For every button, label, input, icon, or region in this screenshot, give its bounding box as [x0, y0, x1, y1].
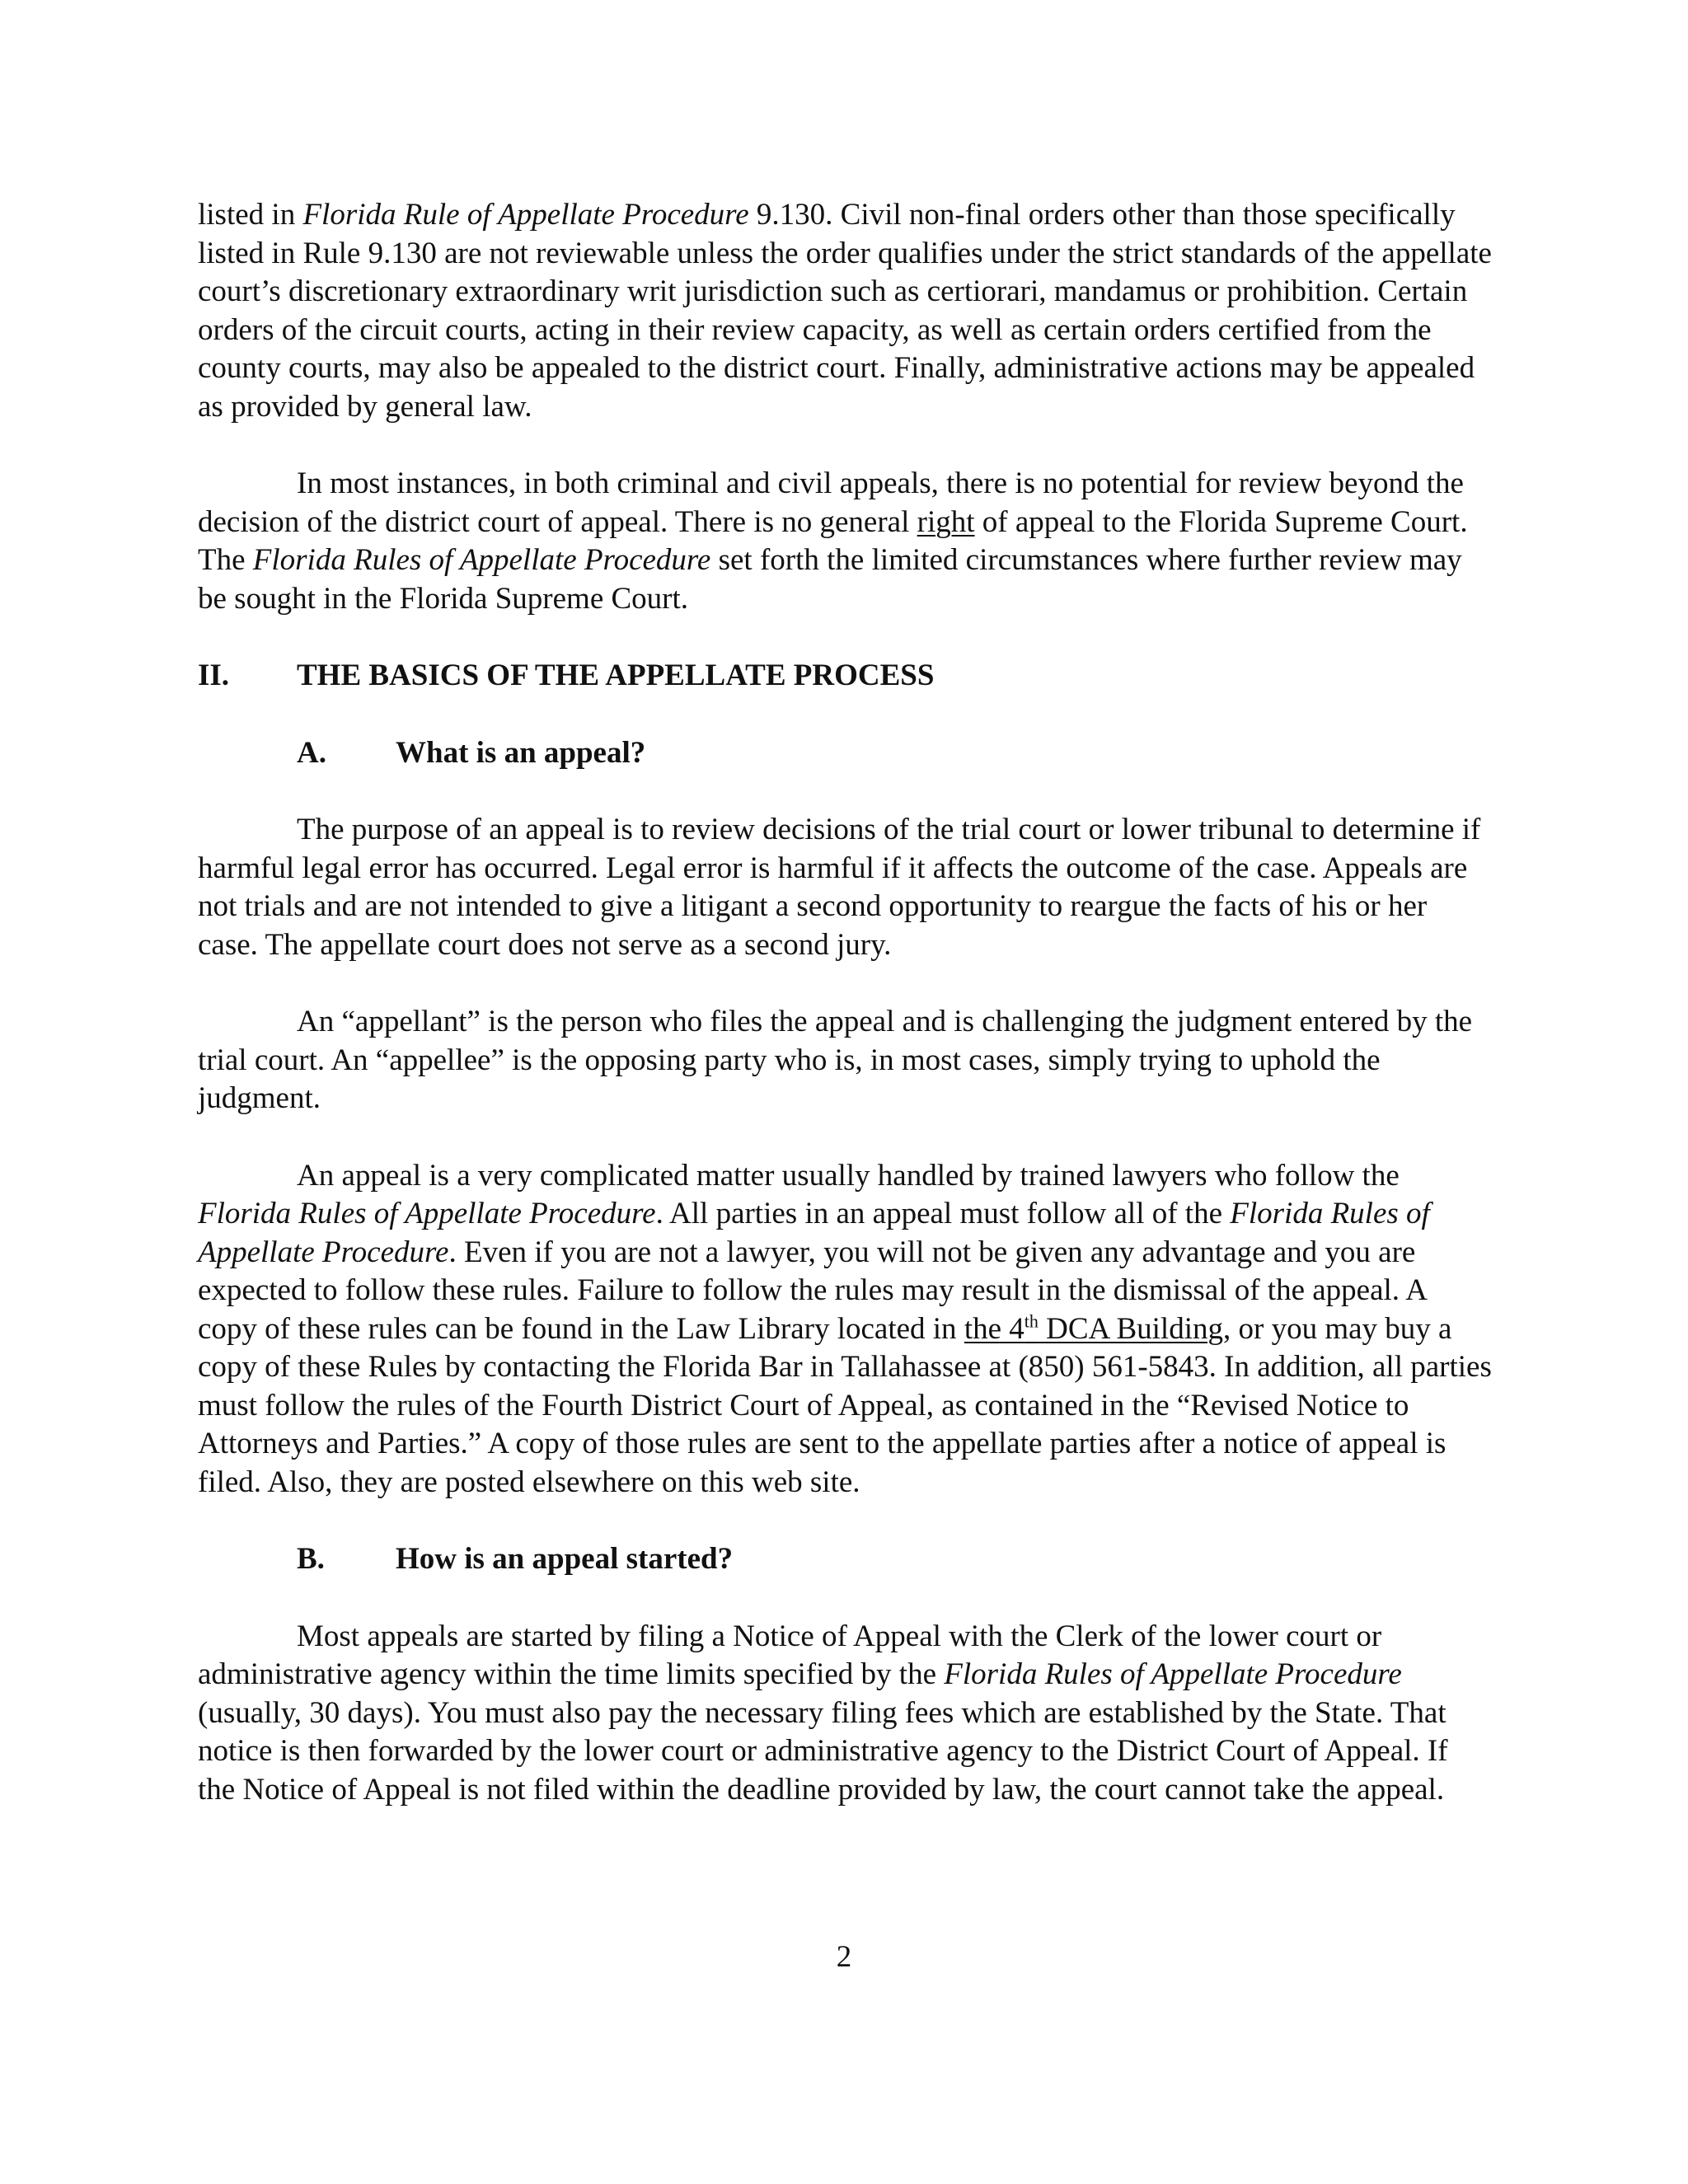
subsection-number: A. [297, 735, 326, 770]
text-run: , or you may buy a copy of these Rules by contacting the Florida Bar in Tallahassee at (850) 561-5843. In addition, all parties must follow the rules of the Fourth District Court of Appeal, as contained in the “Revised Notice to Attorneys and Parties.” A copy of those rules are sent to the appellate parties after a notice of appeal is filed. Also, they are posted elsewhere on this web site. [198, 1311, 1492, 1499]
subsection-title: How is an appeal started? [396, 1542, 734, 1576]
page-number: 2 [836, 1940, 852, 1974]
subsection-heading-a [297, 734, 1492, 773]
rules-paragraph [198, 1157, 1492, 1502]
parties-paragraph: An “appellant” is the person who files the appeal and is challenging the judgment entered by the trial court. An “appellee” is the opposing party who is, in most cases, simply trying to uphold the judgment. [198, 1005, 1473, 1115]
review-limits-paragraph [198, 465, 1492, 618]
italic-rules-title: Florida Rules of Appellate Procedure [198, 1197, 1430, 1269]
document-page [198, 196, 1492, 1848]
italic-rule-title: Florida Rule of Appellate Procedure [302, 198, 749, 232]
subsection-title: What is an appeal? [396, 735, 646, 770]
text-run: Most appeals are started by filing a Notice of Appeal with the Clerk of the lower court or administrative agency within the time limits specified by the [198, 1619, 1382, 1691]
underlined-right: right [917, 504, 975, 539]
subsection-heading-b [297, 1540, 1492, 1579]
text-run: An appeal is a very complicated matter usually handled by trained lawyers who follow the [297, 1158, 1400, 1193]
text-run: set forth the limited circumstances where further review may be sought in the Florida Supreme Court. [198, 543, 1462, 616]
law-library-link[interactable] [964, 1312, 1223, 1346]
text-run: 9.130. Civil non-final orders other than those specifically listed in Rule 9.130 are not reviewable unless the order qualifies under the strict standards of the appellate court’s discretionary extraordinary writ jurisdiction such as certiorari, mandamus or prohibition. Certain orders of the circuit courts, acting in their review capacity, as well as certain orders certified from the county courts, may also be appealed to the district court. Finally, administrative actions may be appealed as provided by general law. [198, 198, 1492, 424]
section-title: THE BASICS OF THE APPELLATE PROCESS [297, 658, 935, 692]
section-heading [198, 657, 1492, 696]
text-run: (usually, 30 days). You must also pay the necessary filing fees which are established by the State. That notice is then forwarded by the lower court or administrative agency to the District Court of Appeal. If the Notice of Appeal is not filed within the deadline provided by law, the court cannot take the appeal. [198, 1695, 1448, 1807]
notice-of-appeal-paragraph [198, 1618, 1492, 1810]
intro-paragraph-continued [198, 196, 1492, 426]
link-text: DCA Building [1038, 1311, 1223, 1346]
link-text: the 4 [964, 1311, 1025, 1346]
text-run: In most instances, in both criminal and civil appeals, there is no potential for review beyond the decision of the district court of appeal. There is no general [198, 466, 1464, 539]
italic-rules-title: Florida Rules of Appellate Procedure [944, 1657, 1402, 1691]
text-run: listed in [198, 198, 303, 232]
text-run: of appeal to the Florida Supreme Court. The [198, 504, 1468, 577]
text-run: . Even if you are not a lawyer, you will not be given any advantage and you are expected to follow these rules. Failure to follow the rules may result in the dismissal of the appeal. A copy of these rules can be found in the Law Library located in [198, 1235, 1426, 1346]
italic-rules-title: Florida Rules of Appellate Procedure [198, 1197, 656, 1230]
section-number: II. [198, 658, 230, 692]
subsection-number: B. [297, 1542, 325, 1576]
purpose-paragraph: The purpose of an appeal is to review decisions of the trial court or lower tribunal to determine if harmful legal error has occurred. Legal error is harmful if it affects the outcome of the case. Appeals are not trials and are not intended to give a litigant a second opportunity to reargue the facts of his or her case. The appellate court does not serve as a second jury. [198, 813, 1481, 962]
italic-rules-title: Florida Rules of Appellate Procedure [252, 543, 711, 577]
text-run: . All parties in an appeal must follow all of the [655, 1197, 1231, 1230]
link-superscript: th [1024, 1310, 1039, 1332]
